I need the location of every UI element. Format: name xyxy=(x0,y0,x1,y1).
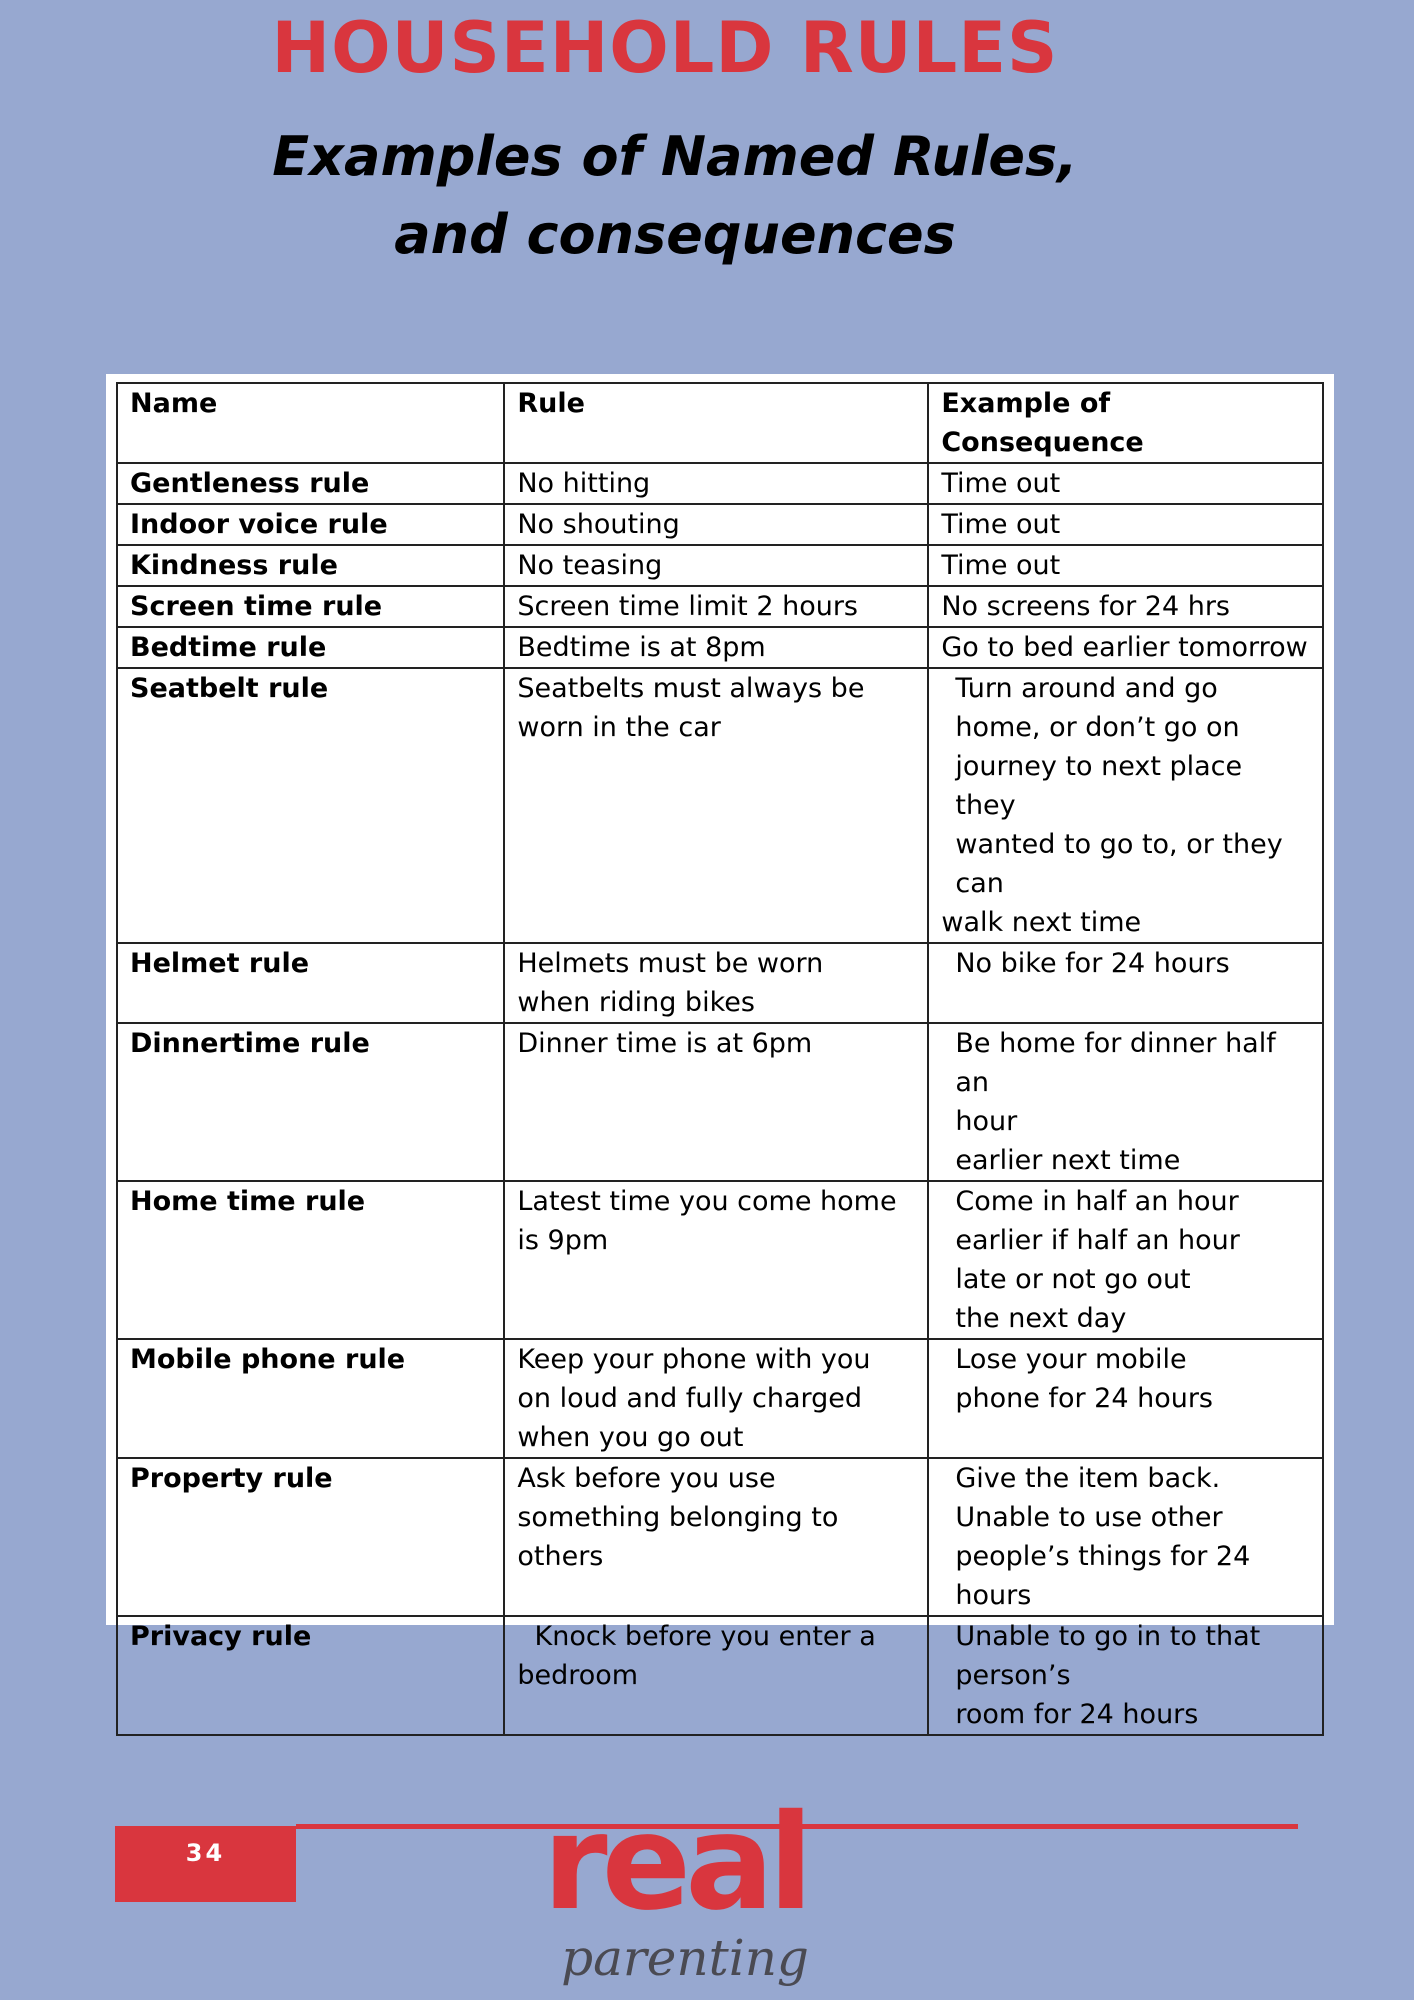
consequence-line: room for 24 hours xyxy=(955,1699,1199,1730)
rule-text-cell xyxy=(504,627,928,668)
rule-text-line: worn in the car xyxy=(517,712,721,743)
consequence-line: late or not go out xyxy=(955,1264,1191,1295)
rule-text-line: Keep your phone with you xyxy=(517,1344,871,1375)
rule-name-cell: Bedtime rule xyxy=(117,627,504,668)
consequence-line: Unable to use other xyxy=(955,1502,1223,1533)
consequence-line: Time out xyxy=(941,468,1061,499)
consequence-line: person’s xyxy=(955,1660,1071,1691)
rule-name-cell: Property rule xyxy=(117,1458,504,1616)
rule-text-line: Dinner time is at 6pm xyxy=(517,1028,813,1059)
rule-name-cell: Screen time rule xyxy=(117,586,504,627)
rule-name-cell: Privacy rule xyxy=(117,1616,504,1735)
rule-name-cell: Dinnertime rule xyxy=(117,1023,504,1181)
consequence-cell xyxy=(928,463,1323,504)
consequence-line: Unable to go in to that xyxy=(955,1621,1261,1652)
rule-text-line: Screen time limit 2 hours xyxy=(517,591,858,622)
rule-text-cell xyxy=(504,1339,928,1458)
consequence-line: wanted to go to, or they xyxy=(955,829,1283,860)
table-row xyxy=(117,1181,1323,1339)
logo-real-text: real xyxy=(542,1786,808,1940)
table-row xyxy=(117,943,1323,1023)
consequence-line: Give the item back. xyxy=(955,1463,1221,1494)
real-parenting-logo xyxy=(540,1786,840,1995)
rule-text-line: Knock before you enter a xyxy=(517,1621,876,1652)
consequence-line: Time out xyxy=(941,550,1061,581)
consequence-line: earlier next time xyxy=(955,1145,1181,1176)
table-row xyxy=(117,668,1323,943)
rule-text-cell xyxy=(504,1181,928,1339)
header-name: Name xyxy=(117,383,504,463)
consequence-line: the next day xyxy=(955,1303,1127,1334)
consequence-line: earlier if half an hour xyxy=(955,1225,1240,1256)
table-row xyxy=(117,504,1323,545)
subtitle-line-2: and consequences xyxy=(394,203,956,266)
rule-text-cell xyxy=(504,943,928,1023)
consequence-cell xyxy=(928,943,1323,1023)
table-header-row xyxy=(117,383,1323,463)
consequence-line: people’s things for 24 xyxy=(955,1541,1251,1572)
rule-text-line: when riding bikes xyxy=(517,987,755,1018)
rule-text-cell xyxy=(504,586,928,627)
consequence-line: hour xyxy=(955,1106,1018,1137)
consequence-line: Turn around and go xyxy=(955,673,1218,704)
consequence-line: Come in half an hour xyxy=(955,1186,1239,1217)
table-row xyxy=(117,545,1323,586)
rule-text-line: No hitting xyxy=(517,468,651,499)
rule-text-line: Ask before you use xyxy=(517,1463,776,1494)
rule-text-line: No teasing xyxy=(517,550,663,581)
consequence-cell xyxy=(928,1181,1323,1339)
consequence-line: No bike for 24 hours xyxy=(955,948,1230,979)
consequence-cell xyxy=(928,545,1323,586)
rule-name-cell: Indoor voice rule xyxy=(117,504,504,545)
rule-name-cell: Gentleness rule xyxy=(117,463,504,504)
rule-text-line: something belonging to xyxy=(517,1502,839,1533)
rule-text-line: is 9pm xyxy=(517,1225,609,1256)
consequence-cell xyxy=(928,627,1323,668)
logo-parenting-text: parenting xyxy=(561,1929,809,1987)
page-number-badge xyxy=(115,1826,296,1902)
consequence-line: No screens for 24 hrs xyxy=(941,591,1230,622)
table-row xyxy=(117,463,1323,504)
page-number: 34 xyxy=(185,1839,226,1867)
rule-text-cell xyxy=(504,1616,928,1735)
table-body xyxy=(117,463,1323,1735)
consequence-cell xyxy=(928,668,1323,943)
table-row xyxy=(117,1023,1323,1181)
consequence-line: Time out xyxy=(941,509,1061,540)
consequence-line: Go to bed earlier tomorrow xyxy=(941,632,1308,663)
consequence-cell xyxy=(928,1023,1323,1181)
subtitle-line-1: Examples of Named Rules, xyxy=(272,125,1078,188)
consequence-cell xyxy=(928,504,1323,545)
rule-name-cell: Helmet rule xyxy=(117,943,504,1023)
page-title: HOUSEHOLD RULES xyxy=(271,7,1059,89)
table-row xyxy=(117,586,1323,627)
consequence-cell xyxy=(928,1339,1323,1458)
rule-text-cell xyxy=(504,1458,928,1616)
consequence-line: Lose your mobile xyxy=(955,1344,1187,1375)
consequence-cell xyxy=(928,1458,1323,1616)
rules-table xyxy=(116,382,1324,1736)
consequence-line: can xyxy=(955,868,1004,899)
page-subtitle xyxy=(0,118,1350,274)
consequence-line: walk next time xyxy=(941,907,1142,938)
rule-name-cell: Home time rule xyxy=(117,1181,504,1339)
consequence-line: journey to next place they xyxy=(955,751,1243,821)
table-row xyxy=(117,1616,1323,1735)
consequence-line: hours xyxy=(955,1580,1032,1611)
rule-text-line: Latest time you come home xyxy=(517,1186,897,1217)
rule-text-cell xyxy=(504,545,928,586)
rule-text-cell xyxy=(504,1023,928,1181)
rule-name-cell: Mobile phone rule xyxy=(117,1339,504,1458)
consequence-line: home, or don’t go on xyxy=(955,712,1240,743)
table-row xyxy=(117,627,1323,668)
consequence-line: phone for 24 hours xyxy=(955,1383,1213,1414)
consequence-cell xyxy=(928,1616,1323,1735)
consequence-cell xyxy=(928,586,1323,627)
table-row xyxy=(117,1458,1323,1616)
rule-text-line: Seatbelts must always be xyxy=(517,673,865,704)
rule-text-line: on loud and fully charged xyxy=(517,1383,863,1414)
header-rule: Rule xyxy=(504,383,928,463)
rule-name-cell: Kindness rule xyxy=(117,545,504,586)
rule-text-cell xyxy=(504,668,928,943)
rule-text-cell xyxy=(504,504,928,545)
consequence-line: Be home for dinner half an xyxy=(955,1028,1276,1098)
rule-text-line: when you go out xyxy=(517,1422,744,1453)
rule-text-cell xyxy=(504,463,928,504)
rule-text-line: No shouting xyxy=(517,509,680,540)
rule-name-cell: Seatbelt rule xyxy=(117,668,504,943)
table-row xyxy=(117,1339,1323,1458)
rule-text-line: bedroom xyxy=(517,1660,639,1691)
rule-text-line: Helmets must be worn xyxy=(517,948,824,979)
rules-table-card xyxy=(106,374,1334,1730)
header-consequence: Example of Consequence xyxy=(928,383,1323,463)
rule-text-line: Bedtime is at 8pm xyxy=(517,632,766,663)
rule-text-line: others xyxy=(517,1541,604,1572)
